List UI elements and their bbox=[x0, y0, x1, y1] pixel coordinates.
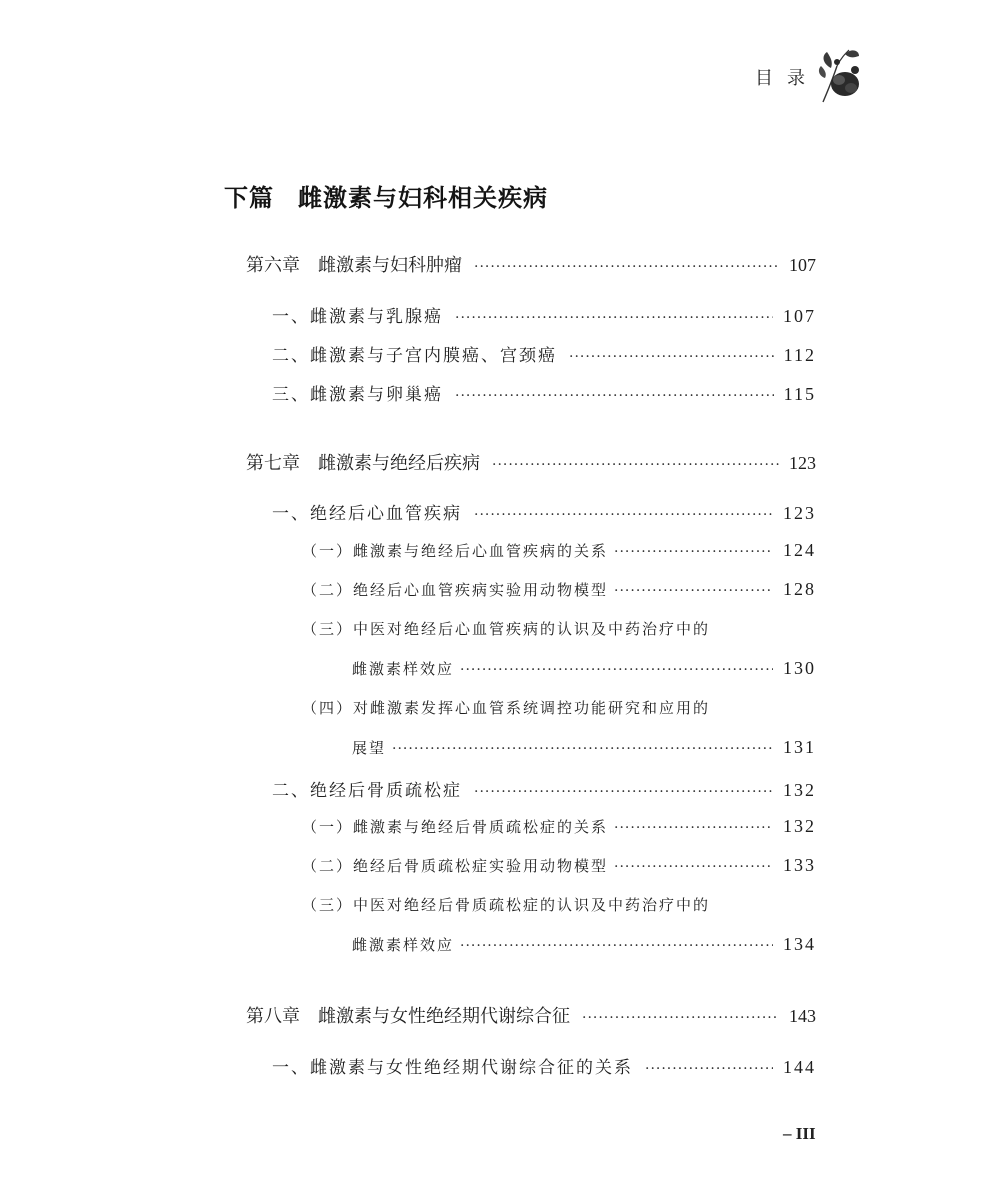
part-label: 下篇 bbox=[224, 183, 274, 212]
page-number: 133 bbox=[783, 855, 816, 875]
page-number: 123 bbox=[789, 453, 816, 473]
chapter-title: 雌激素与绝经后疾病 bbox=[318, 453, 480, 474]
subsection-title: （二）绝经后骨质疏松症实验用动物模型 bbox=[302, 857, 609, 875]
toc-subsection-7-2-1[interactable] bbox=[302, 816, 816, 837]
leader-dots bbox=[614, 820, 773, 836]
toc-subsection-7-2-3-line2[interactable] bbox=[352, 934, 816, 955]
page-number-footer: – III bbox=[783, 1124, 816, 1143]
leader-dots bbox=[474, 784, 773, 800]
toc-subsection-7-2-2[interactable] bbox=[302, 855, 816, 876]
leader-dots bbox=[614, 544, 773, 560]
toc-section-6-3[interactable] bbox=[272, 380, 816, 405]
subsection-title: 展望 bbox=[352, 739, 387, 757]
page-number: 107 bbox=[783, 306, 816, 326]
chapter-title: 雌激素与女性绝经期代谢综合征 bbox=[318, 1006, 570, 1027]
part-title bbox=[224, 178, 548, 213]
page-number: 112 bbox=[783, 345, 816, 365]
page-number: 128 bbox=[783, 579, 816, 599]
toc-subsection-7-1-1[interactable] bbox=[302, 540, 816, 561]
chapter-title: 雌激素与妇科肿瘤 bbox=[318, 255, 462, 276]
leader-dots bbox=[582, 1010, 779, 1026]
leader-dots bbox=[455, 388, 774, 404]
toc-section-7-2[interactable] bbox=[272, 776, 816, 801]
page-number: 107 bbox=[789, 255, 816, 275]
toc-section-6-1[interactable] bbox=[272, 302, 816, 327]
page-number: 130 bbox=[783, 658, 816, 678]
subsection-title: 雌激素样效应 bbox=[352, 936, 455, 954]
page-number: 131 bbox=[783, 737, 816, 757]
leader-dots bbox=[474, 507, 773, 523]
leader-dots bbox=[645, 1061, 773, 1077]
page-number: 115 bbox=[783, 384, 816, 404]
part-name: 雌激素与妇科相关疾病 bbox=[298, 183, 548, 212]
page-number: 124 bbox=[783, 540, 816, 560]
page-number: 143 bbox=[789, 1006, 816, 1026]
chapter-label: 第八章 bbox=[246, 1006, 300, 1027]
page-number: 132 bbox=[783, 816, 816, 836]
leader-dots bbox=[614, 583, 773, 599]
leader-dots bbox=[614, 859, 773, 875]
chapter-label: 第七章 bbox=[246, 453, 300, 474]
page-number: 132 bbox=[783, 780, 816, 800]
section-title: 二、绝经后骨质疏松症 bbox=[272, 781, 462, 801]
subsection-title: （一）雌激素与绝经后心血管疾病的关系 bbox=[302, 542, 609, 560]
leader-dots bbox=[460, 662, 773, 678]
leader-dots bbox=[460, 938, 773, 954]
page-number: 144 bbox=[783, 1057, 816, 1077]
section-title: 三、雌激素与卵巢癌 bbox=[272, 385, 443, 405]
subsection-title: （一）雌激素与绝经后骨质疏松症的关系 bbox=[302, 818, 609, 836]
toc-subsection-7-1-4-line1[interactable]: （四）对雌激素发挥心血管系统调控功能研究和应用的 bbox=[302, 699, 711, 717]
section-title: 一、雌激素与乳腺癌 bbox=[272, 307, 443, 327]
toc-subsection-7-1-4-line2[interactable] bbox=[352, 737, 816, 758]
toc-subsection-7-1-2[interactable] bbox=[302, 579, 816, 600]
leader-dots bbox=[569, 349, 774, 365]
leader-dots bbox=[474, 259, 779, 275]
section-title: 二、雌激素与子宫内膜癌、宫颈癌 bbox=[272, 346, 557, 366]
toc-chapter-8[interactable] bbox=[246, 1002, 816, 1028]
toc-chapter-7[interactable] bbox=[246, 449, 816, 475]
toc-section-8-1[interactable] bbox=[272, 1053, 816, 1078]
toc-chapter-6[interactable] bbox=[246, 251, 816, 277]
toc-section-7-1[interactable] bbox=[272, 499, 816, 524]
flower-ornament-icon bbox=[815, 44, 863, 104]
running-header-title: 目录 bbox=[755, 68, 819, 89]
chapter-label: 第六章 bbox=[246, 255, 300, 276]
section-title: 一、绝经后心血管疾病 bbox=[272, 504, 462, 524]
toc-subsection-7-1-3-line1[interactable]: （三）中医对绝经后心血管疾病的认识及中药治疗中的 bbox=[302, 620, 711, 638]
page-number: 134 bbox=[783, 934, 816, 954]
leader-dots bbox=[492, 457, 779, 473]
toc-subsection-7-1-3-line2[interactable] bbox=[352, 658, 816, 679]
toc-subsection-7-2-3-line1[interactable]: （三）中医对绝经后骨质疏松症的认识及中药治疗中的 bbox=[302, 896, 711, 914]
page-number: 123 bbox=[783, 503, 816, 523]
leader-dots bbox=[455, 310, 773, 326]
subsection-title: 雌激素样效应 bbox=[352, 660, 455, 678]
subsection-title: （二）绝经后心血管疾病实验用动物模型 bbox=[302, 581, 609, 599]
leader-dots bbox=[392, 741, 773, 757]
section-title: 一、雌激素与女性绝经期代谢综合征的关系 bbox=[272, 1058, 633, 1078]
toc-section-6-2[interactable] bbox=[272, 341, 816, 366]
